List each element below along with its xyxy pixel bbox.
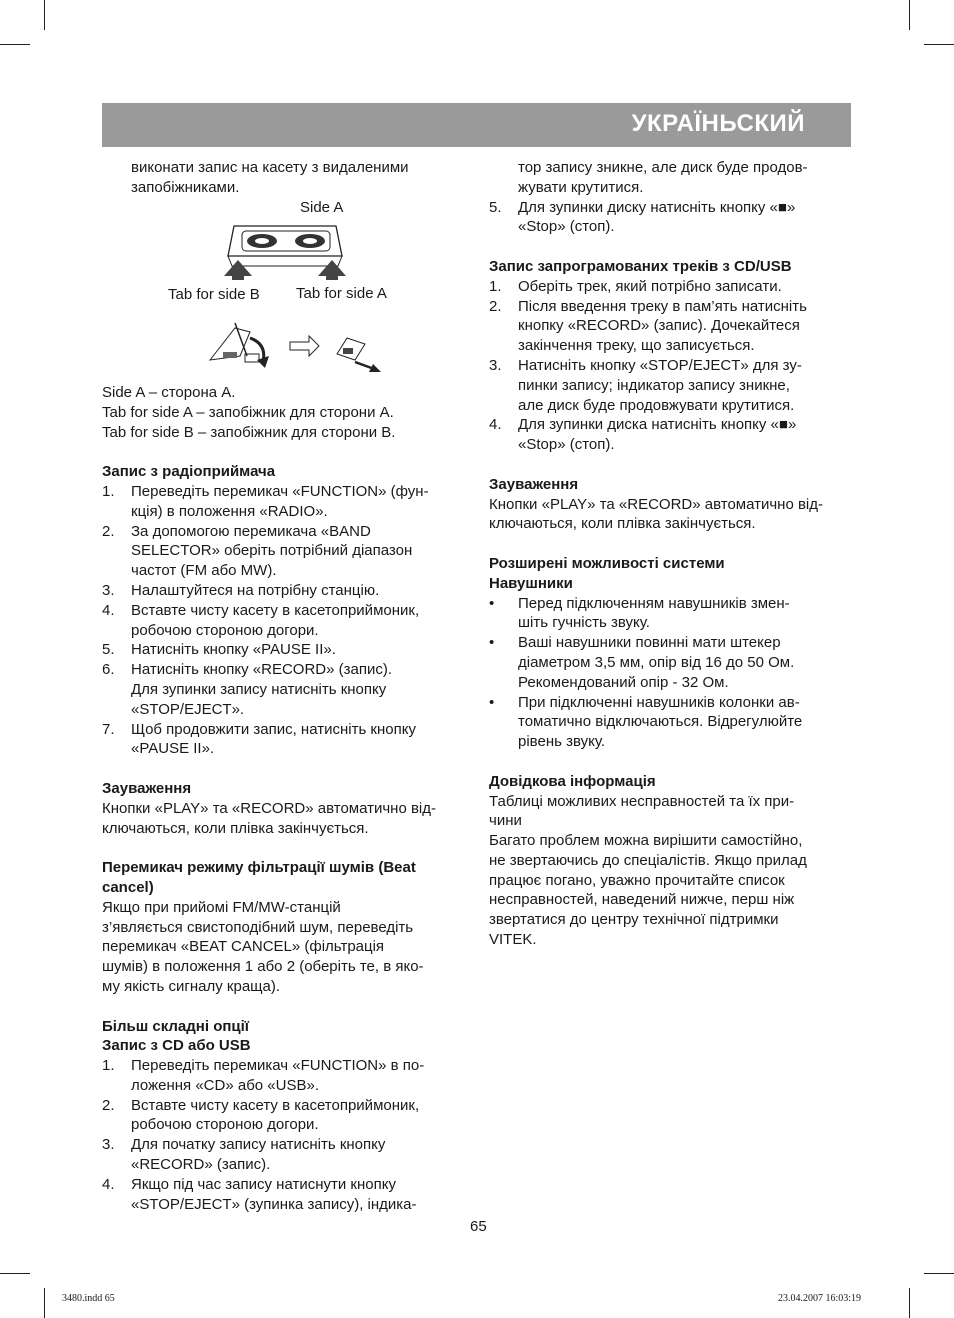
paragraph-line: ключаються, коли плівка закінчується. (489, 515, 756, 533)
paragraph-line: несправностей, наведений нижче, перш ніж (489, 891, 795, 909)
list-item: 5. Для зупинки диску натисніть кнопку «■» «Stop» (стоп). (489, 198, 796, 236)
paragraph-line: Якщо при прийомі FM/MW-станцій (102, 898, 341, 916)
crop-mark (924, 1273, 954, 1274)
paragraph-line: не звертаючись до спеціалістів. Якщо прилад (489, 851, 807, 869)
side-a-label: Side A (300, 199, 344, 216)
paragraph-line: Кнопки «PLAY» та «RECORD» автоматично від- (489, 495, 824, 513)
page-number: 65 (470, 1218, 487, 1235)
paragraph-line: му якість сигналу краща). (102, 977, 281, 995)
tab-removal-illustration (205, 318, 385, 374)
list-item: 3. Натисніть кнопку «STOP/EJECT» для зу- пинки запису; індикатор запису зникне, але диск буде продовжувати крутитися. (489, 356, 802, 414)
paragraph-line: жувати крутитися. (518, 178, 644, 196)
paragraph-line: працює погано, уважно прочитайте список (489, 871, 785, 889)
paragraph-line: VITEK. (489, 931, 537, 949)
list-item: 1. Оберіть трек, який потрібно записати. (489, 277, 782, 295)
list-item: 4. Вставте чисту касету в касетоприймоник, робочою стороною догори. (102, 601, 420, 639)
section-heading-reference: Довідкова інформація (489, 772, 656, 790)
section-heading-beat-cancel: cancel) (102, 878, 154, 896)
list-item: 7. Щоб продовжити запис, натисніть кнопку «PAUSE II». (102, 720, 416, 758)
paragraph-line: ключаються, коли плівка закінчується. (102, 819, 369, 837)
section-heading-cd-usb: Запис з CD або USB (102, 1037, 251, 1055)
intro-line: виконати запис на касету з видаленими (131, 159, 409, 176)
section-heading-extended: Розширені можливості системи (489, 554, 725, 572)
slug-timestamp: 23.04.2007 16:03:19 (778, 1293, 862, 1304)
paragraph-line: Кнопки «PLAY» та «RECORD» автоматично від- (102, 799, 437, 817)
cassette-figure (220, 220, 350, 280)
language-title: УКРАЇНЬСКИЙ (631, 110, 805, 137)
tab-for-side-a-label: Tab for side A (296, 285, 387, 302)
crop-mark (44, 1288, 45, 1318)
paragraph-line: перемикач «BEAT CANCEL» (фільтрація (102, 938, 385, 956)
paragraph-line: звертатися до центру технічної підтримки (489, 911, 779, 929)
paragraph-line: шумів) в положення 1 або 2 (оберіть те, в яко- (102, 958, 424, 976)
legend-line: Side A – сторона A. (102, 384, 236, 401)
intro-line: запобіжниками. (131, 178, 240, 196)
crop-mark (909, 1288, 910, 1318)
legend-line: Tab for side B – запобіжник для сторони B. (102, 423, 396, 441)
section-heading-programmed: Запис запрограмованих треків з CD/USB (489, 257, 792, 275)
section-heading-note: Зауваження (102, 779, 192, 797)
section-heading-advanced: Більш складні опції (102, 1017, 250, 1035)
left-column-top (102, 158, 472, 198)
list-item: 2. Вставте чисту касету в касетоприймоник, робочою стороною догори. (102, 1096, 420, 1134)
list-item: 1. Переведіть перемикач «FUNCTION» (фун- кція) в положення «RADIO». (102, 482, 429, 520)
section-heading-radio: Запис з радіоприймача (102, 463, 276, 481)
list-item: 3. Для початку запису натисніть кнопку «RECORD» (запис). (102, 1136, 386, 1174)
paragraph-line: тор запису зникне, але диск буде продов- (518, 159, 808, 176)
right-column (489, 158, 859, 950)
list-item: 1. Переведіть перемикач «FUNCTION» в по- ложення «CD» або «USB». (102, 1057, 425, 1094)
paragraph-line: чини (489, 812, 522, 830)
bullet-item: • При підключенні навушників колонки ав- томатично відключаються. Відрегулюйте рівень звуку. (489, 693, 803, 751)
legend-line: Tab for side A – запобіжник для сторони A. (102, 403, 394, 421)
list-item: 2. За допомогою перемикача «BAND SELECTOR» оберіть потрібний діапазон частот (FM або MW). (102, 522, 413, 580)
section-heading-beat-cancel: Перемикач режиму фільтрації шумів (Beat (102, 859, 416, 877)
crop-mark (909, 0, 910, 30)
list-item: 3. Налаштуйтеся на потрібну станцію. (102, 581, 380, 599)
language-header-bar (102, 103, 851, 147)
slug-filename: 3480.indd 65 (62, 1293, 115, 1304)
tab-for-side-b-label: Tab for side B (168, 286, 260, 303)
section-heading-note: Зауваження (489, 475, 579, 493)
paragraph-line: Багато проблем можна вирішити самостійно, (489, 832, 803, 850)
bullet-item: • Перед підключенням навушників змен- шіть гучність звуку. (489, 594, 790, 632)
list-item: 2. Після введення треку в пам’ять натисніть кнопку «RECORD» (запис). Дочекайтеся закінчення треку, що записується. (489, 297, 807, 355)
crop-mark (0, 44, 30, 45)
list-item: 4. Для зупинки диска натисніть кнопку «■» «Stop» (стоп). (489, 416, 797, 454)
list-item: 4. Якщо під час запису натиснути кнопку «STOP/EJECT» (зупинка запису), індика- (102, 1175, 417, 1213)
crop-mark (44, 0, 45, 30)
paragraph-line: Таблиці можливих несправностей та їх при- (489, 792, 795, 810)
left-column (102, 383, 472, 1214)
list-item: 5. Натисніть кнопку «PAUSE II». (102, 641, 336, 659)
crop-mark (0, 1273, 30, 1274)
section-heading-headphones: Навушники (489, 574, 573, 592)
crop-mark (924, 44, 954, 45)
list-item: 6. Натисніть кнопку «RECORD» (запис). Для зупинки запису натисніть кнопку «STOP/EJECT». (102, 661, 393, 718)
bullet-item: • Ваші навушники повинні мати штекер діаметром 3,5 мм, опір від 16 до 50 Ом. Рекомендований опір - 32 Ом. (489, 634, 795, 691)
paragraph-line: з’являється свистоподібний шум, переведіть (102, 918, 414, 936)
